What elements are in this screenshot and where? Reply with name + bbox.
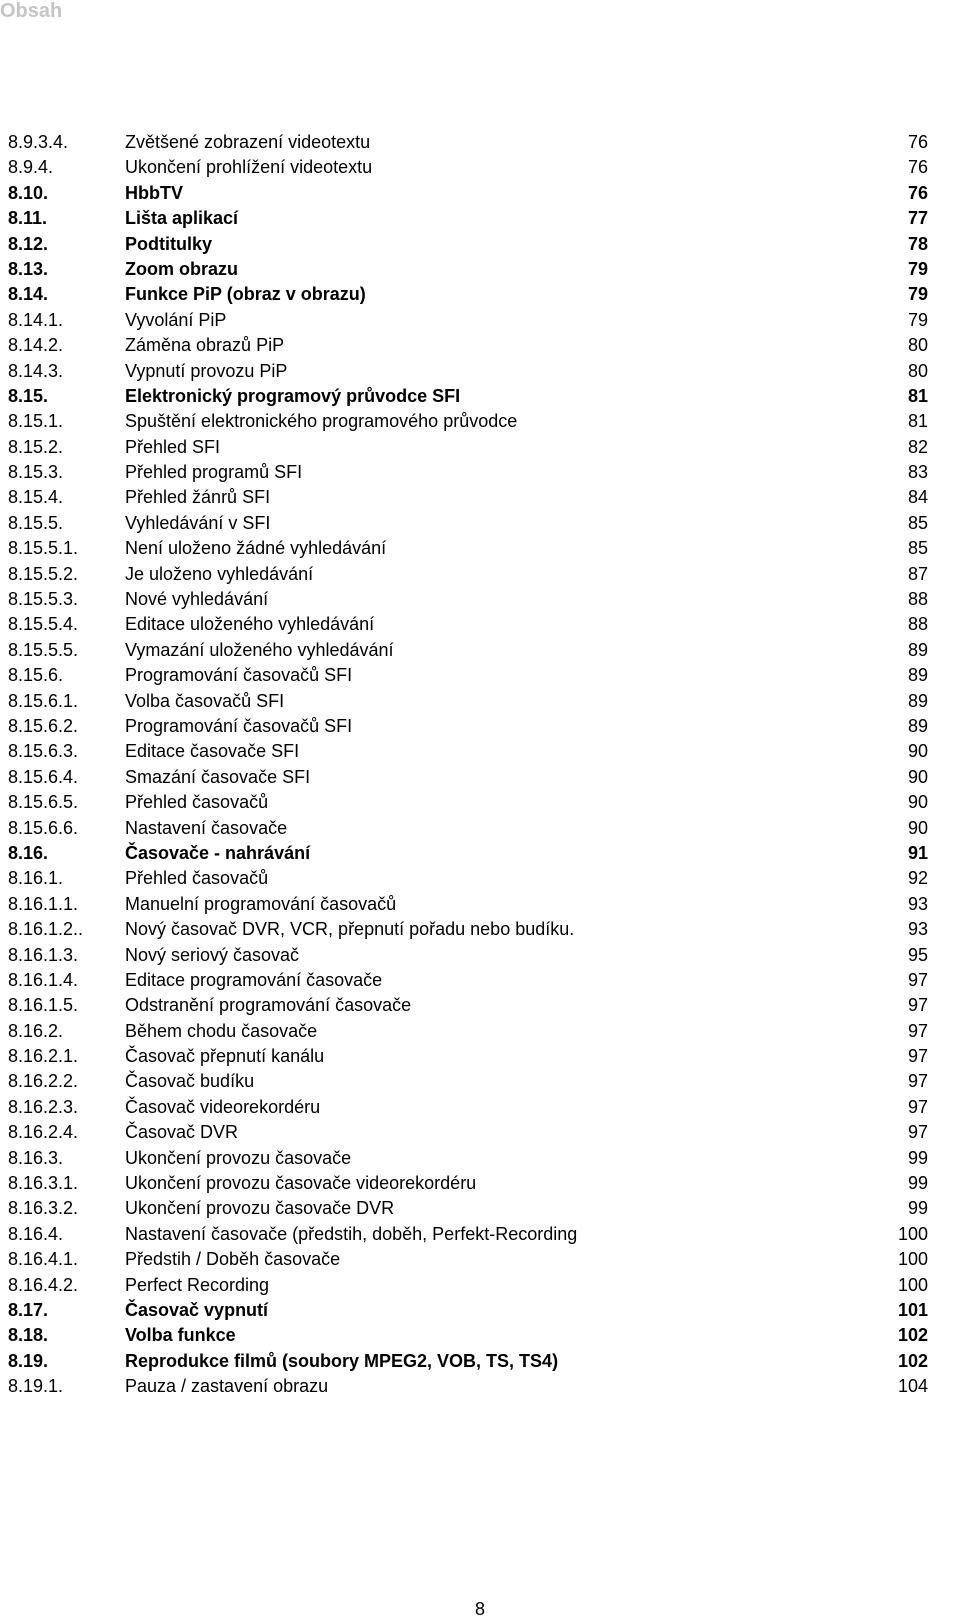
toc-entry-title: Spuštění elektronického programového průvodce bbox=[125, 411, 518, 432]
toc-entry[interactable] bbox=[8, 866, 928, 891]
toc-entry[interactable] bbox=[8, 689, 928, 714]
toc-entry-number: 8.9.4. bbox=[8, 157, 54, 178]
toc-entry-title: Časovač videorekordéru bbox=[125, 1096, 321, 1117]
toc-entry-page: 84 bbox=[907, 487, 928, 508]
toc-entry[interactable] bbox=[8, 257, 928, 282]
toc-entry-number: 8.16.4. bbox=[8, 1223, 64, 1244]
toc-entry-page: 104 bbox=[897, 1376, 928, 1397]
toc-entry[interactable] bbox=[8, 206, 928, 231]
toc-entry-number: 8.14.1. bbox=[8, 309, 64, 330]
toc-entry-title: Programování časovačů SFI bbox=[125, 665, 353, 686]
toc-entry-number: 8.16.2.4. bbox=[8, 1122, 79, 1143]
toc-entry[interactable] bbox=[8, 409, 928, 434]
toc-entry-number: 8.16.2.3. bbox=[8, 1096, 79, 1117]
toc-entry[interactable] bbox=[8, 968, 928, 993]
toc-entry[interactable] bbox=[8, 359, 928, 384]
toc-entry-number: 8.16.3.1. bbox=[8, 1173, 79, 1194]
toc-entry[interactable] bbox=[8, 1374, 928, 1399]
toc-entry-page: 95 bbox=[907, 944, 928, 965]
toc-entry-number: 8.15.2. bbox=[8, 436, 64, 457]
toc-entry-page: 93 bbox=[907, 919, 928, 940]
toc-entry[interactable] bbox=[8, 1171, 928, 1196]
toc-entry-title: Není uloženo žádné vyhledávání bbox=[125, 538, 387, 559]
toc-entry-title: Elektronický programový průvodce SFI bbox=[125, 385, 461, 406]
toc-entry-title: Časovač přepnutí kanálu bbox=[125, 1046, 325, 1067]
toc-entry-page: 79 bbox=[907, 258, 928, 279]
toc-entry-page: 97 bbox=[907, 1096, 928, 1117]
toc-entry-number: 8.18. bbox=[8, 1325, 49, 1346]
toc-entry-page: 88 bbox=[907, 589, 928, 610]
toc-entry[interactable] bbox=[8, 460, 928, 485]
toc-entry-title: Záměna obrazů PiP bbox=[125, 335, 285, 356]
toc-entry-number: 8.16.3.2. bbox=[8, 1198, 79, 1219]
toc-entry-number: 8.15.4. bbox=[8, 487, 64, 508]
toc-entry-page: 88 bbox=[907, 614, 928, 635]
toc-entry[interactable] bbox=[8, 536, 928, 561]
toc-entry-title: Ukončení prohlížení videotextu bbox=[125, 157, 373, 178]
toc-entry-title: Editace časovače SFI bbox=[125, 741, 300, 762]
toc-entry-title: Přehled SFI bbox=[125, 436, 221, 457]
toc-entry[interactable] bbox=[8, 917, 928, 942]
toc-entry[interactable] bbox=[8, 1044, 928, 1069]
toc-entry-page: 90 bbox=[907, 817, 928, 838]
toc-entry-number: 8.15.6.5. bbox=[8, 792, 79, 813]
toc-entry-page: 90 bbox=[907, 792, 928, 813]
toc-entry[interactable] bbox=[8, 1222, 928, 1247]
toc-entry-title: Zvětšené zobrazení videotextu bbox=[125, 132, 371, 152]
toc-entry[interactable] bbox=[8, 714, 928, 739]
toc-entry[interactable] bbox=[8, 1247, 928, 1272]
toc-entry-number: 8.16.1.1. bbox=[8, 893, 79, 914]
toc-entry-number: 8.15.5.3. bbox=[8, 589, 79, 610]
toc-entry-title: Ukončení provozu časovače DVR bbox=[125, 1198, 395, 1219]
toc-entry[interactable] bbox=[8, 993, 928, 1018]
toc-entry-title: Časovač DVR bbox=[125, 1122, 239, 1143]
toc-entry-number: 8.15.6.4. bbox=[8, 766, 79, 787]
toc-entry-page: 100 bbox=[897, 1274, 928, 1295]
toc-entry[interactable] bbox=[8, 435, 928, 460]
toc-entry-number: 8.16.1.3. bbox=[8, 944, 79, 965]
toc-entry-title: Přehled programů SFI bbox=[125, 462, 303, 483]
toc-entry-page: 78 bbox=[907, 233, 928, 254]
toc-entry-page: 90 bbox=[907, 766, 928, 787]
toc-entry-title: Programování časovačů SFI bbox=[125, 715, 353, 736]
toc-entry-page: 79 bbox=[907, 309, 928, 330]
toc-entry[interactable] bbox=[8, 1323, 928, 1348]
toc-entry-title: Vymazání uloženého vyhledávání bbox=[125, 639, 394, 660]
toc-entry[interactable] bbox=[8, 282, 928, 307]
toc-entry-title: Nový časovač DVR, VCR, přepnutí pořadu nebo budíku. bbox=[125, 919, 575, 940]
toc-entry-title: Je uloženo vyhledávání bbox=[125, 563, 314, 584]
toc-entry-title: Funkce PiP (obraz v obrazu) bbox=[125, 284, 366, 305]
toc-entry-page: 99 bbox=[907, 1198, 928, 1219]
toc-entry-title: Nové vyhledávání bbox=[125, 589, 269, 610]
toc-entry-page: 82 bbox=[907, 436, 928, 457]
toc-entry-page: 101 bbox=[897, 1299, 928, 1320]
toc-entry-page: 97 bbox=[907, 1122, 928, 1143]
toc-entry-number: 8.15.3. bbox=[8, 462, 64, 483]
toc-entry-title: Vyvolání PiP bbox=[125, 309, 227, 330]
toc-entry-number: 8.15.5.4. bbox=[8, 614, 79, 635]
toc-entry-number: 8.15.6.6. bbox=[8, 817, 79, 838]
toc-entry-number: 8.15.6.2. bbox=[8, 715, 79, 736]
toc-entry-page: 100 bbox=[897, 1223, 928, 1244]
page-number: 8 bbox=[474, 1599, 485, 1619]
toc-entry-number: 8.19.1. bbox=[8, 1376, 64, 1397]
toc-entry[interactable] bbox=[8, 562, 928, 587]
toc-entry[interactable] bbox=[8, 587, 928, 612]
toc-entry-title: Časovače - nahrávání bbox=[125, 842, 311, 863]
toc-entry-page: 100 bbox=[897, 1249, 928, 1270]
toc-entry-title: Ukončení provozu časovače videorekordéru bbox=[125, 1173, 477, 1194]
toc-entry[interactable] bbox=[8, 181, 928, 206]
toc-entry-page: 102 bbox=[897, 1325, 928, 1346]
toc-entry[interactable] bbox=[8, 384, 928, 409]
toc-entry-page: 83 bbox=[907, 462, 928, 483]
toc-entry-title: Přehled časovačů bbox=[125, 792, 269, 813]
toc-entry[interactable] bbox=[8, 638, 928, 663]
toc-entry-number: 8.16.4.1. bbox=[8, 1249, 79, 1270]
toc-entry-title: Manuelní programování časovačů bbox=[125, 893, 397, 914]
toc-entry-page: 79 bbox=[907, 284, 928, 305]
toc-entry-title: Lišta aplikací bbox=[125, 208, 239, 229]
toc-entry-page: 92 bbox=[907, 868, 928, 889]
toc-entry-title: Volba časovačů SFI bbox=[125, 690, 285, 711]
toc-entry-title: Časovač vypnutí bbox=[125, 1299, 269, 1320]
toc-entry-title: Předstih / Doběh časovače bbox=[125, 1249, 341, 1270]
toc-entry-title: Smazání časovače SFI bbox=[125, 766, 311, 787]
toc-entry-page: 80 bbox=[907, 360, 928, 381]
toc-entry-page: 89 bbox=[907, 715, 928, 736]
toc-entry[interactable] bbox=[8, 739, 928, 764]
toc-entry[interactable] bbox=[8, 232, 928, 257]
toc-entry-number: 8.15.6. bbox=[8, 665, 64, 686]
toc-entry-title: Vypnutí provozu PiP bbox=[125, 360, 288, 381]
toc-entry-number: 8.10. bbox=[8, 182, 49, 203]
toc-entry-number: 8.16.3. bbox=[8, 1147, 64, 1168]
toc-entry-number: 8.15.1. bbox=[8, 411, 64, 432]
toc-entry[interactable] bbox=[8, 892, 928, 917]
toc-entry-page: 89 bbox=[907, 665, 928, 686]
toc-entry[interactable] bbox=[8, 1019, 928, 1044]
toc-entry-title: Volba funkce bbox=[125, 1325, 236, 1346]
toc-entry[interactable] bbox=[8, 308, 928, 333]
toc-entry-number: 8.16.2.1. bbox=[8, 1046, 79, 1067]
toc-entry-title: Odstranění programování časovače bbox=[125, 995, 412, 1016]
toc-entry[interactable] bbox=[8, 663, 928, 688]
toc-entry-number: 8.16.1.2.. bbox=[8, 919, 84, 940]
toc-entry-number: 8.14. bbox=[8, 284, 49, 305]
toc-entry-number: 8.15.5.1. bbox=[8, 538, 79, 559]
toc-entry[interactable] bbox=[8, 155, 928, 180]
toc-entry-title: Zoom obrazu bbox=[125, 258, 238, 279]
toc-entry[interactable] bbox=[8, 1273, 928, 1298]
toc-entry-page: 87 bbox=[907, 563, 928, 584]
toc-entry-number: 8.16.2. bbox=[8, 1020, 64, 1041]
toc-entry[interactable] bbox=[8, 612, 928, 637]
toc-entry-number: 8.14.3. bbox=[8, 360, 64, 381]
toc-entry-page: 97 bbox=[907, 1071, 928, 1092]
toc-entry-page: 99 bbox=[907, 1173, 928, 1194]
toc-entry-title: Přehled žánrů SFI bbox=[125, 487, 271, 508]
toc-entry-page: 102 bbox=[897, 1350, 928, 1371]
toc-entry-number: 8.16.4.2. bbox=[8, 1274, 79, 1295]
toc-entry-title: Časovač budíku bbox=[125, 1071, 255, 1092]
toc-entry[interactable] bbox=[8, 765, 928, 790]
toc-entry[interactable] bbox=[8, 816, 928, 841]
toc-entry[interactable] bbox=[8, 511, 928, 536]
toc-entry-page: 91 bbox=[907, 842, 928, 863]
toc-entry-page: 76 bbox=[907, 182, 928, 203]
toc-entry-title: Vyhledávání v SFI bbox=[125, 512, 271, 533]
toc-entry-page: 81 bbox=[907, 385, 928, 406]
toc-entry-number: 8.15. bbox=[8, 385, 49, 406]
toc-entry[interactable] bbox=[8, 1349, 928, 1374]
toc-entry-title: Reprodukce filmů (soubory MPEG2, VOB, TS, TS4) bbox=[125, 1350, 559, 1371]
toc-entry-title: Editace programování časovače bbox=[125, 969, 383, 990]
toc-entry-title: Pauza / zastavení obrazu bbox=[125, 1376, 329, 1397]
toc-entry-page: 97 bbox=[907, 969, 928, 990]
toc-entry-page: 97 bbox=[907, 995, 928, 1016]
toc-entry-number: 8.17. bbox=[8, 1299, 49, 1320]
toc-entry-number: 8.16.1.4. bbox=[8, 969, 79, 990]
toc-entry-number: 8.9.3.4. bbox=[8, 132, 69, 152]
toc-entry-number: 8.15.5.5. bbox=[8, 639, 79, 660]
toc-entry-title: Nastavení časovače bbox=[125, 817, 288, 838]
toc-entry[interactable] bbox=[8, 1146, 928, 1171]
toc-entry-number: 8.15.5.2. bbox=[8, 563, 79, 584]
toc-entry-page: 89 bbox=[907, 690, 928, 711]
toc-entry-page: 93 bbox=[907, 893, 928, 914]
toc-entry-title: Během chodu časovače bbox=[125, 1020, 318, 1041]
table-of-contents bbox=[8, 130, 928, 1400]
toc-entry-title: Perfect Recording bbox=[125, 1274, 270, 1295]
toc-entry-number: 8.11. bbox=[8, 208, 48, 229]
toc-entry-number: 8.15.6.3. bbox=[8, 741, 79, 762]
toc-entry-number: 8.16.1.5. bbox=[8, 995, 79, 1016]
toc-entry-title: Přehled časovačů bbox=[125, 868, 269, 889]
toc-entry[interactable] bbox=[8, 790, 928, 815]
toc-entry-number: 8.16.1. bbox=[8, 868, 64, 889]
toc-entry-page: 90 bbox=[907, 741, 928, 762]
toc-entry[interactable] bbox=[8, 1196, 928, 1221]
toc-entry-number: 8.13. bbox=[8, 258, 49, 279]
toc-entry-title: Editace uloženého vyhledávání bbox=[125, 614, 375, 635]
toc-entry-page: 99 bbox=[907, 1147, 928, 1168]
toc-entry-number: 8.12. bbox=[8, 233, 49, 254]
toc-entry-page: 85 bbox=[907, 512, 928, 533]
toc-entry-title: Ukončení provozu časovače bbox=[125, 1147, 352, 1168]
toc-entry-title: Nový seriový časovač bbox=[125, 944, 300, 965]
toc-entry[interactable] bbox=[8, 1095, 928, 1120]
toc-entry-page: 85 bbox=[907, 538, 928, 559]
toc-entry-title: Nastavení časovače (předstih, doběh, Perfekt-Recording bbox=[125, 1223, 578, 1244]
toc-entry-page: 97 bbox=[907, 1020, 928, 1041]
toc-entry-number: 8.16.2.2. bbox=[8, 1071, 79, 1092]
toc-entry-title: Podtitulky bbox=[125, 233, 213, 254]
toc-entry-page: 97 bbox=[907, 1046, 928, 1067]
toc-entry[interactable] bbox=[8, 841, 928, 866]
toc-entry[interactable] bbox=[8, 333, 928, 358]
page-title: Obsah bbox=[0, 0, 63, 22]
toc-entry[interactable] bbox=[8, 1069, 928, 1094]
toc-entry[interactable] bbox=[8, 943, 928, 968]
toc-entry[interactable] bbox=[8, 1120, 928, 1145]
toc-entry-number: 8.15.5. bbox=[8, 512, 64, 533]
toc-entry[interactable] bbox=[8, 130, 928, 155]
toc-entry-title: HbbTV bbox=[125, 182, 183, 203]
toc-entry-page: 76 bbox=[907, 132, 928, 152]
toc-entry-page: 77 bbox=[907, 208, 928, 229]
toc-entry-page: 81 bbox=[907, 411, 928, 432]
toc-entry-number: 8.16. bbox=[8, 842, 49, 863]
toc-entry[interactable] bbox=[8, 1298, 928, 1323]
toc-entry-number: 8.19. bbox=[8, 1350, 49, 1371]
toc-entry-page: 76 bbox=[907, 157, 928, 178]
toc-entry-number: 8.15.6.1. bbox=[8, 690, 79, 711]
toc-entry-page: 89 bbox=[907, 639, 928, 660]
toc-entry-number: 8.14.2. bbox=[8, 335, 64, 356]
toc-entry-page: 80 bbox=[907, 335, 928, 356]
toc-entry[interactable] bbox=[8, 485, 928, 510]
